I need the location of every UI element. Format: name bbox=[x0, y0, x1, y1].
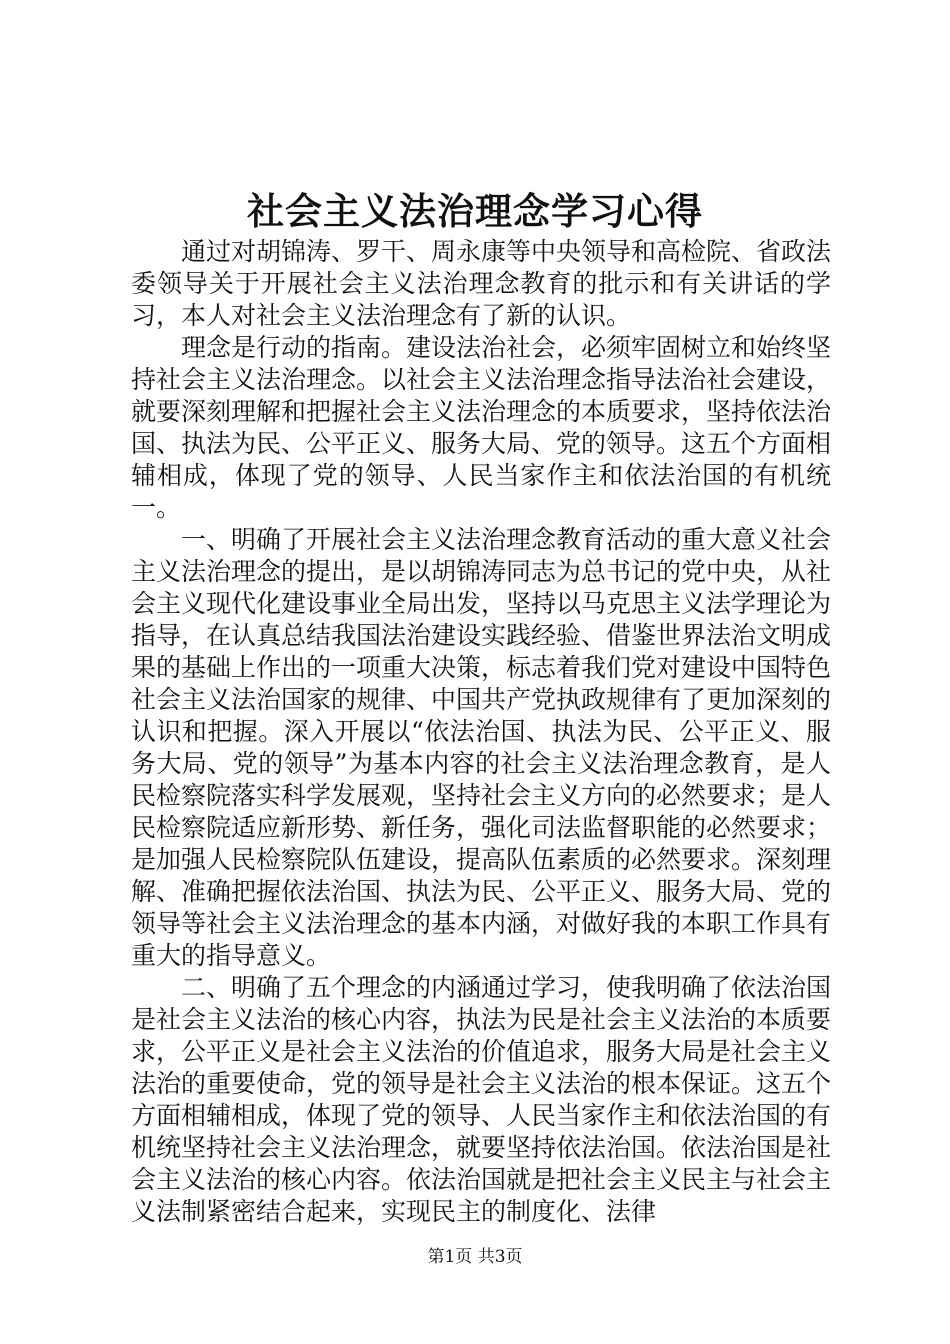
paragraph-intro: 通过对胡锦涛、罗干、周永康等中央领导和高检院、省政法委领导关于开展社会主义法治理念教育的批示和有关讲话的学习，本人对社会主义法治理念有了新的认识。 bbox=[131, 237, 832, 330]
page-number-footer: 第1页 共3页 bbox=[427, 1247, 523, 1267]
paragraph-section-two: 二、明确了五个理念的内涵通过学习，使我明确了依法治国是社会主义法治的核心内容，执法为民是社会主义法治的本质要求，公平正义是社会主义法治的价值追求，服务大局是社会主义法治的重要使命，党的领导是社会主义法治的根本保证。这五个方面相辅相成，体现了党的领导、人民当家作主和依法治国的有机统坚持社会主义法治理念，就要坚持依法治国。依法治国是社会主义法治的核心内容。依法治国就是把社会主义民主与社会主义法制紧密结合起来，实现民主的制度化、法律 bbox=[131, 973, 832, 1226]
document-body bbox=[131, 236, 831, 1228]
paragraph-section-one: 一、明确了开展社会主义法治理念教育活动的重大意义社会主义法治理念的提出，是以胡锦涛同志为总书记的党中央，从社会主义现代化建设事业全局出发，坚持以马克思主义法学理论为指导，在认真总结我国法治建设实践经验、借鉴世界法治文明成果的基础上作出的一项重大决策，标志着我们党对建设中国特色社会主义法治国家的规律、中国共产党执政规律有了更加深刻的认识和把握。深入开展以“依法治国、执法为民、公平正义、服务大局、党的领导”为基本内容的社会主义法治理念教育，是人民检察院落实科学发展观，坚持社会主义方向的必然要求；是人民检察院适应新形势、新任务，强化司法监督职能的必然要求；是加强人民检察院队伍建设，提高队伍素质的必然要求。深刻理解、准确把握依法治国、执法为民、公平正义、服务大局、党的领导等社会主义法治理念的基本内涵，对做好我的本职工作具有重大的指导意义。 bbox=[131, 525, 832, 970]
paragraph-concept: 理念是行动的指南。建设法治社会，必须牢固树立和始终坚持社会主义法治理念。以社会主义法治理念指导法治社会建设，就要深刻理解和把握社会主义法治理念的本质要求，坚持依法治国、执法为民、公平正义、服务大局、党的领导。这五个方面相辅相成，体现了党的领导、人民当家作主和依法治国的有机统一。 bbox=[131, 333, 832, 522]
document-title: 社会主义法治理念学习心得 bbox=[247, 189, 703, 233]
